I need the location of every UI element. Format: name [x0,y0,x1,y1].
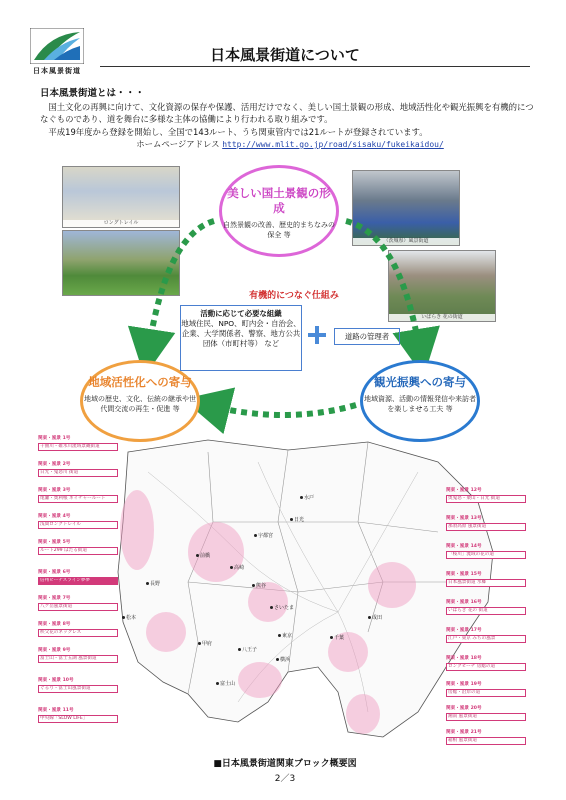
city-label: 日光 [290,516,304,523]
kanto-route-map [38,432,530,752]
page-title: 日本風景街道について [210,46,360,64]
route-label[interactable]: 関東・風景 4号 浅間ロングトレイル [38,514,118,529]
route-label[interactable]: 関東・風景 9号 富士山・富士五湖 風景街道 [38,648,118,663]
map-caption: ■日本風景街道関東ブロック概要図 [213,759,357,769]
route-label[interactable]: 関東・風景 18号 ロングビーチ 房総の道 [446,656,526,671]
circle-tourism-title: 観光振興への寄与 [374,375,466,389]
route-label[interactable]: 関東・風景 19号 房総・沿岸の道 [446,682,526,697]
city-label: 長野 [146,580,160,587]
city-label: 甲府 [198,640,212,647]
logo-mark-icon [30,28,84,64]
intro-heading: 日本風景街道とは・・・ [40,88,145,99]
route-area [120,490,154,570]
route-label[interactable]: 関東・風景 17号 江戸・東京 みちの風景 [446,628,526,643]
route-label[interactable]: 関東・風景 14号 「桜川」流域の花の道 [446,544,526,559]
city-label: 熊谷 [252,582,266,589]
circle-landscape [219,165,339,257]
city-label: 八王子 [238,646,257,653]
org-box-title: 活動に応じて必要な組織 [200,309,282,318]
org-box [180,305,302,371]
route-label[interactable]: 関東・風景 13号 那須高原 風景街道 [446,516,526,531]
circle-tourism-body: 地域資源、活動の情報発信や来訪者を楽しませる工夫 等 [364,395,476,413]
route-label[interactable]: 関東・風景 20号 湘南 風景街道 [446,706,526,721]
route-area [146,612,186,652]
route-area [238,662,282,698]
route-label[interactable]: 関東・風景 3号 尾瀬・奥利根 ネイチャールート [38,488,118,503]
plus-icon [307,325,327,345]
circle-regional-title: 地域活性化への寄与 [88,375,192,389]
concept-diagram [56,165,516,445]
route-label[interactable]: 関東・風景 12号 奥鬼怒・栗山・日光 街道 [446,488,526,503]
city-label: 松本 [122,614,136,621]
route-label[interactable]: 関東・風景 11号 中央線「SLOW LIFE」 [38,708,118,723]
title-rule [100,66,530,67]
city-label: 高崎 [230,564,244,571]
circle-tourism [360,360,480,442]
route-label[interactable]: 関東・風景 7号 八ケ岳風景街道 [38,596,118,611]
city-label: 成田 [368,614,382,621]
route-label[interactable]: 関東・風景 5号 ルート299 ほたる街道 [38,540,118,555]
route-label[interactable]: 関東・風景 10号 ぐるり・富士山風景街道 [38,678,118,693]
url-label: ホームページアドレス [136,139,220,149]
route-area [346,694,380,734]
route-label[interactable]: 関東・風景 8号 秩父花のネックレス [38,622,118,637]
city-label: 東京 [278,632,292,639]
route-label[interactable]: 関東・風景 16号 いばらき 花の 街道 [446,600,526,615]
page-number: 2／3 [274,774,296,784]
circle-landscape-body: 自然景観の改善、歴史的まちなみの保全 等 [223,221,335,239]
circle-regional [80,360,200,442]
logo [24,28,90,78]
logo-text: 日本風景街道 [33,67,81,75]
city-label: 水戸 [300,494,314,501]
route-label[interactable]: 関東・風景 21号 箱根 風景街道 [446,730,526,745]
route-label[interactable]: 関東・風景 15号 日本風景街道 水郷 [446,572,526,587]
route-label[interactable]: 関東・風景 2号 日光・鬼怒川 街道 [38,462,118,477]
org-box-body: 地域住民、NPO、町内会・自治会、企業、大学関係者、警察、地方公共団体（市町村等） など [181,319,301,348]
road-admin-box: 道路の管理者 [334,328,400,345]
circle-landscape-title: 美しい国土景観の形成 [227,186,331,215]
url-line [40,138,540,152]
photo-caption: （茨城県）風景街道 [353,238,459,245]
photo-caption: いばらき 花の街道 [389,314,495,321]
city-label: 千葉 [330,634,344,641]
route-area [368,562,416,608]
city-label: 宇都宮 [254,532,273,539]
mechanism-title: 有機的につなぐ仕組み [249,291,339,301]
intro-paragraph-1: 国土文化の再興に向けて、文化資源の保存や保護、活用だけでなく、美しい国土景観の形成、地域活性化や観光振興を有機的につなぐものであり、道を舞台に多様な主体の協働により行われる取り組みです。 [40,101,534,124]
city-label: さいたま [270,604,294,611]
intro-section [40,88,540,152]
route-label[interactable]: 関東・風景 6号 信州ビーナスライン夢夢 [38,570,118,585]
city-label: 富士山 [216,680,235,687]
route-label[interactable]: 関東・風景 1号 千曲川・碓氷川流域景観街道 [38,436,118,451]
homepage-link[interactable]: http://www.mlit.go.jp/road/sisaku/fukeikaidou/ [222,140,444,149]
city-label: 前橋 [196,552,210,559]
city-label: 横浜 [276,656,290,663]
circle-regional-body: 地域の歴史、文化、伝統の継承や世代間交流の再生・促進 等 [84,395,196,413]
photo-caption: ロングトレイル [63,220,179,227]
intro-paragraph-2: 平成19年度から登録を開始し、全国で143ルート、うち関東管内では21ルートが登録されています。 [48,126,428,137]
